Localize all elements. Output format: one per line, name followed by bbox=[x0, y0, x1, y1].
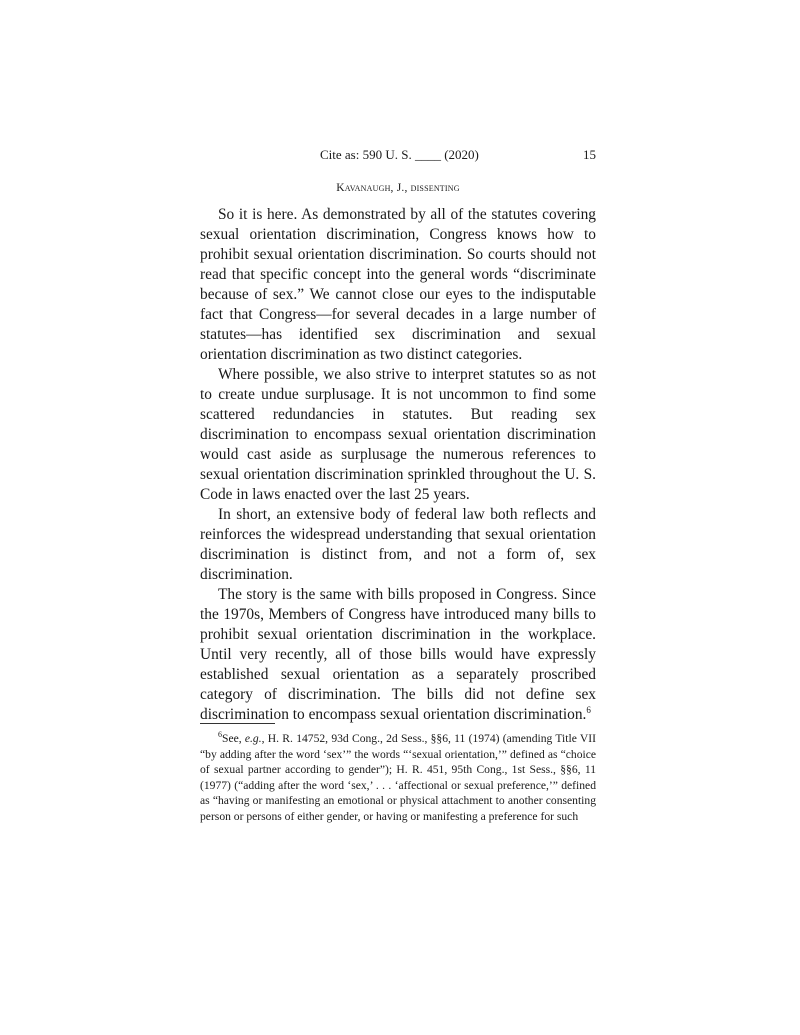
paragraph bbox=[200, 505, 596, 585]
footnote-see: See, bbox=[222, 732, 245, 745]
opinion-author: Kavanaugh, J., dissenting bbox=[336, 182, 460, 194]
footnote bbox=[200, 731, 596, 824]
page-number: 15 bbox=[583, 147, 596, 162]
citation-line: Cite as: 590 U. S. ____ (2020) bbox=[320, 147, 479, 162]
footnote-divider bbox=[200, 723, 275, 724]
paragraph bbox=[200, 365, 596, 505]
paragraph-text: The story is the same with bills proposed in Congress. Since the 1970s, Members of Congress have introduced many bills to prohibit sexual orientation discrimination in the workplace. Until very recently, all of those bills would have expressly established sexual orientation as a separately proscribed category of discrimination. The bills did not define sex discrimination to encompass sexual orientation discrimination. bbox=[200, 586, 596, 723]
paragraph bbox=[200, 585, 596, 725]
opinion-label bbox=[200, 181, 596, 195]
paragraph-text: Where possible, we also strive to interpret statutes so as not to create undue surplusage. It is not uncommon to find some scattered redundancies in statutes. But reading sex discrimination to encompass sexual orientation discrimination would cast aside as surplusage the numerous references to sexual orientation discrimination sprinkled throughout the U. S. Code in laws enacted over the last 25 years. bbox=[200, 366, 596, 503]
footnote-number: 6 bbox=[218, 730, 222, 740]
paragraph-text: In short, an extensive body of federal law both reflects and reinforces the widespread understanding that sexual orientation discrimination is distinct from, and not a form of, sex discrimination. bbox=[200, 506, 596, 583]
footnote-text: , H. R. 14752, 93d Cong., 2d Sess., §§6, 11 (1974) (amending Title VII “by adding after the word ‘sex’” the words “‘sexual orientation,’” defined as “choice of sexual partner according to gender”); H. R. 451, 95th Cong., 1st Sess., §§6, 11 (1977) (“adding after the word ‘sex,’ . . . ‘affectional or sexual preference,’” defined as “having or manifesting an emotional or physical attachment to another consenting person or persons of either gender, or having or manifesting a preference for such bbox=[200, 732, 596, 823]
opinion-body bbox=[200, 205, 596, 725]
paragraph-text: So it is here. As demonstrated by all of the statutes covering sexual orientation discrimination, Congress knows how to prohibit sexual orientation discrimination. So courts should not read that specific concept into the general words “discriminate because of sex.” We cannot close our eyes to the indisputable fact that Congress—for several decades in a large number of statutes—has identified sex discrimination and sexual orientation discrimination as two distinct categories. bbox=[200, 206, 596, 363]
footnote-reference[interactable]: 6 bbox=[586, 704, 591, 715]
footnote-eg: e.g. bbox=[244, 732, 262, 745]
paragraph bbox=[200, 205, 596, 365]
